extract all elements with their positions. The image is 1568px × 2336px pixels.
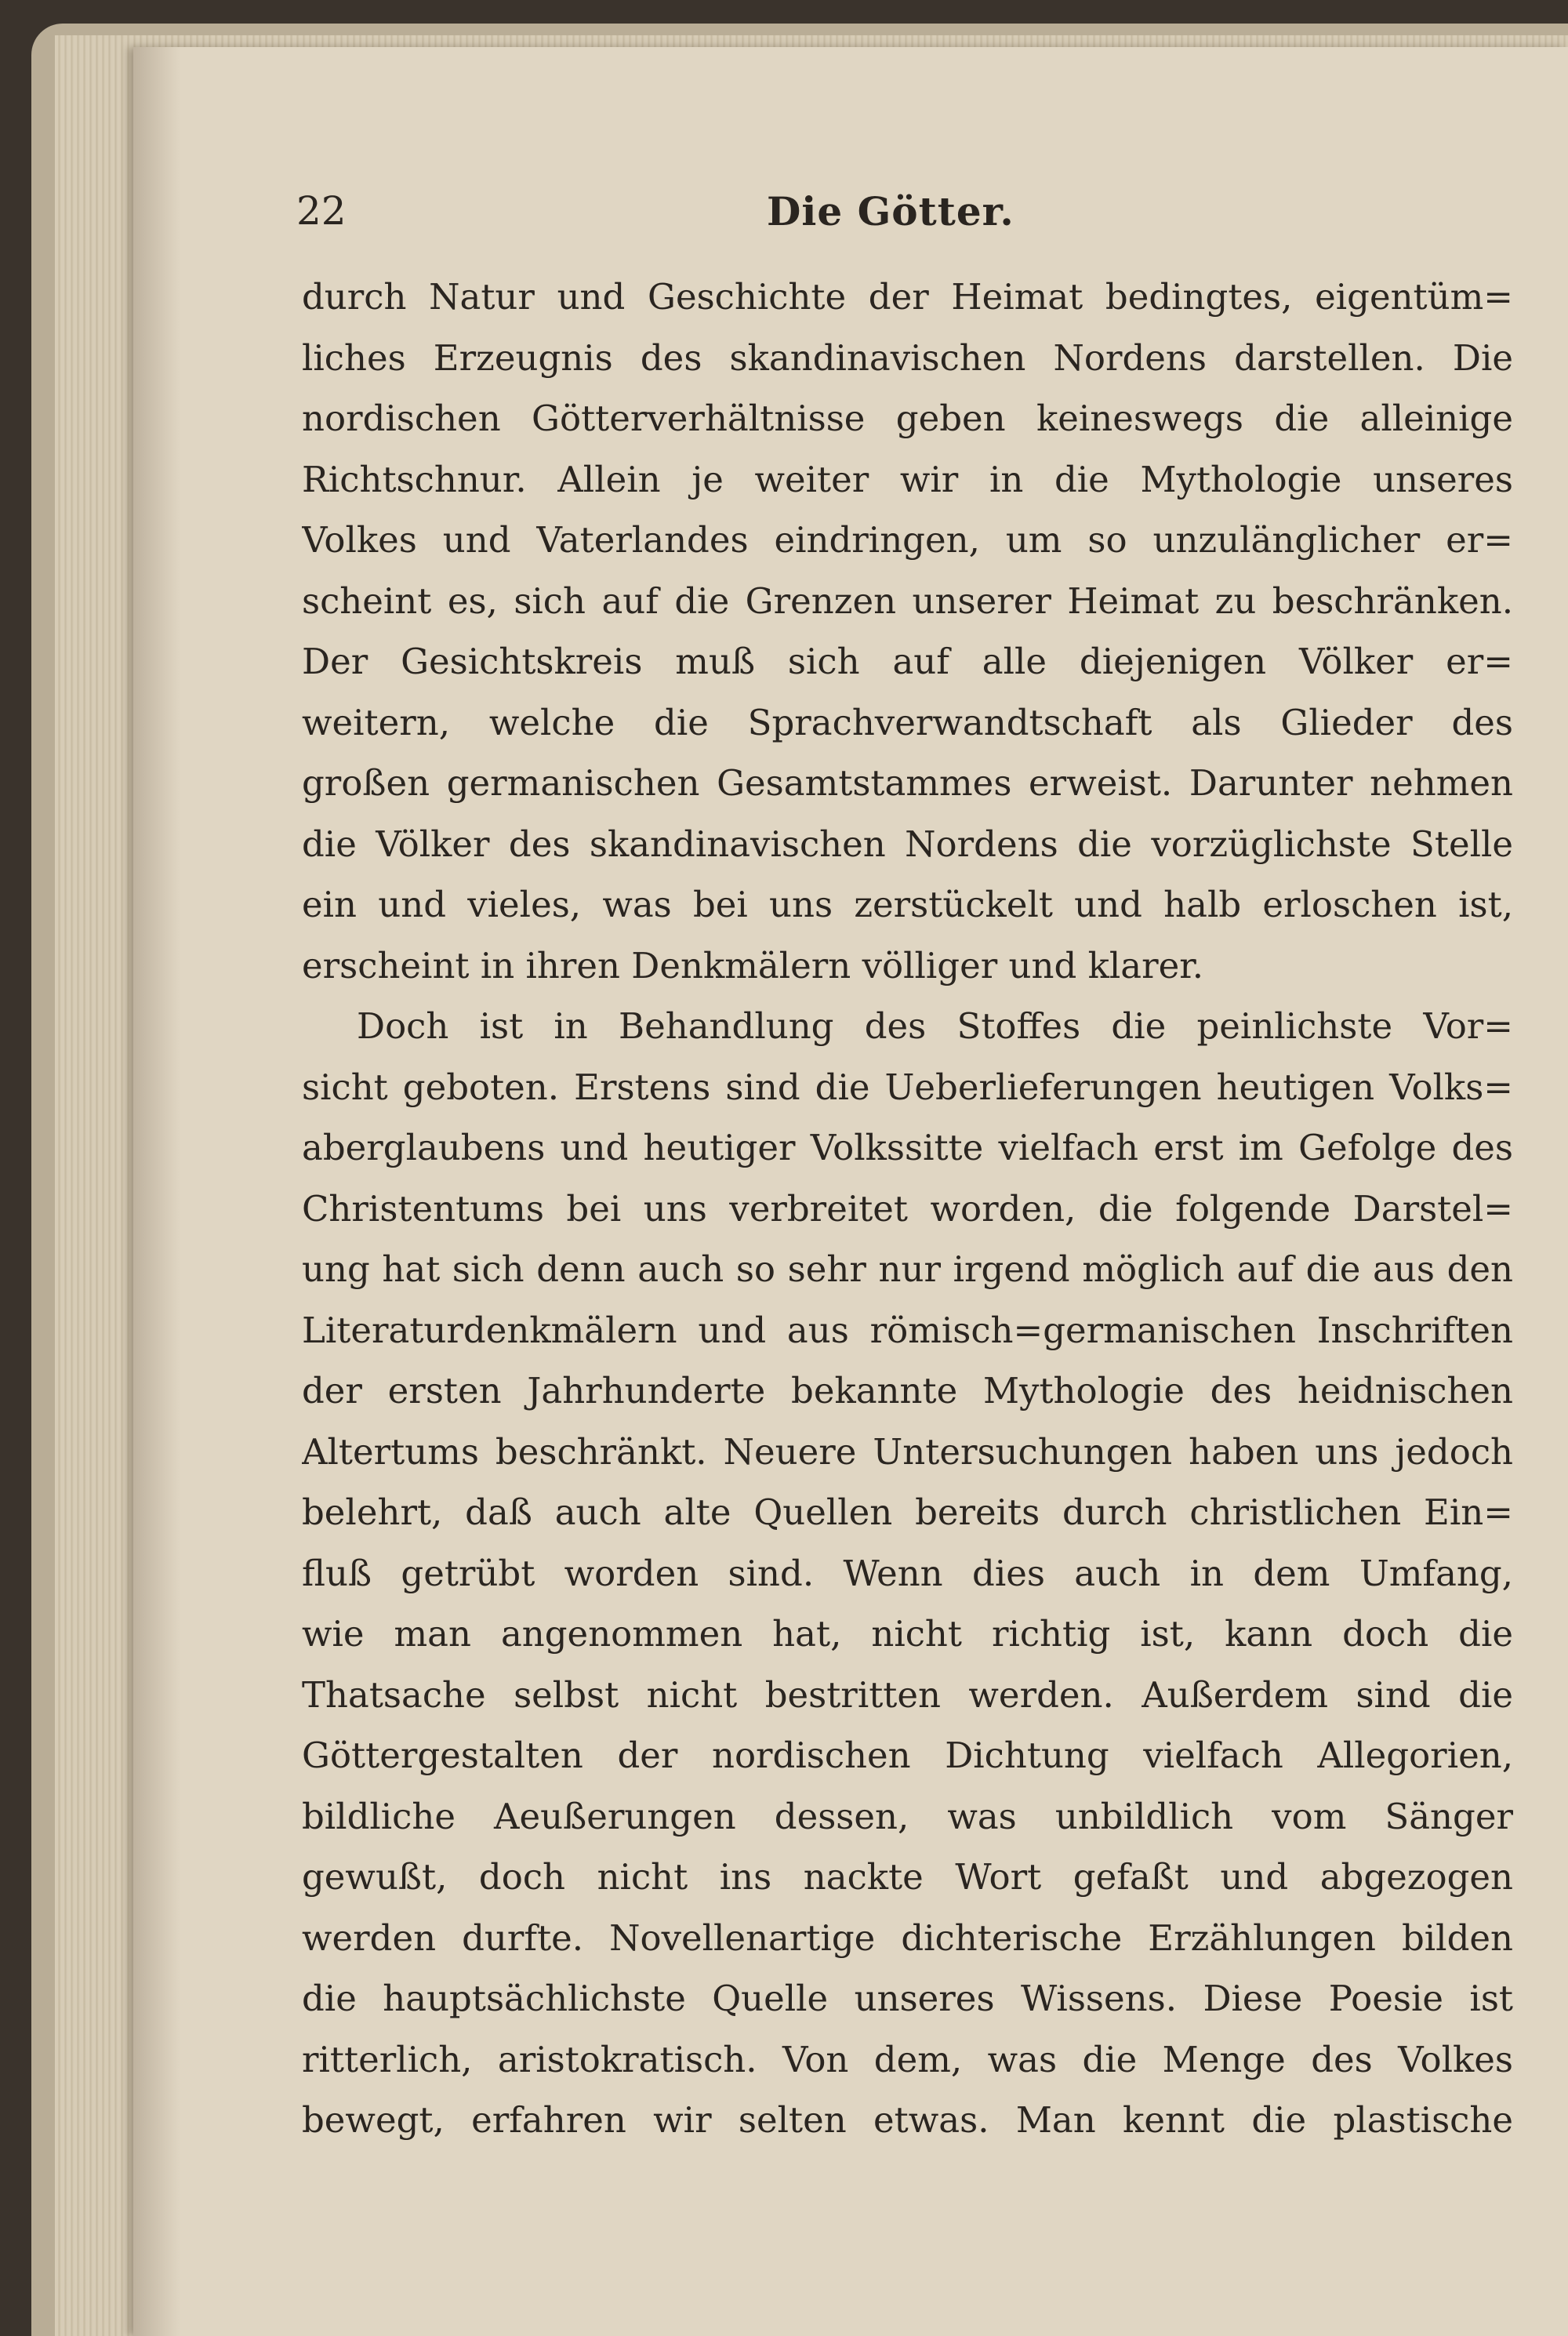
text-line: Christentums bei uns verbreitet worden, die folgende Darstel= [302, 1187, 1513, 1230]
text-line: Göttergestalten der nordischen Dichtung vielfach Allegorien, [302, 1735, 1513, 1776]
text-line: bildliche Aeußerungen dessen, was unbildlich vom Sänger [302, 1795, 1513, 1837]
text-line: weitern, welche die Sprachverwandtschaft als Glieder des [302, 701, 1513, 743]
text-line: Altertums beschränkt. Neuere Untersuchungen haben uns jedoch [302, 1430, 1513, 1473]
text-line: Volkes und Vaterlandes eindringen, um so unzulänglicher er= [302, 519, 1513, 561]
text-line: ung hat sich denn auch so sehr nur irgend möglich auf die aus den [302, 1248, 1513, 1290]
text-line: großen germanischen Gesamtstammes erweist. Darunter nehmen [302, 762, 1513, 804]
spine-shadow [133, 47, 180, 2336]
text-line: aberglaubens und heutiger Volkssitte vielfach erst im Gefolge des [302, 1127, 1513, 1168]
text-line: Der Gesichtskreis muß sich auf alle diejenigen Völker er= [302, 641, 1513, 682]
text-line: die Völker des skandinavischen Nordens die vorzüglichste Stelle [302, 823, 1513, 865]
text-line: sicht geboten. Erstens sind die Ueberlieferungen heutigen Volks= [302, 1066, 1513, 1108]
text-line: ritterlich, aristokratisch. Von dem, was die Menge des Volkes [302, 2038, 1513, 2080]
text-line: die hauptsächlichste Quelle unseres Wissens. Diese Poesie ist [302, 1978, 1513, 2019]
running-head: Die Götter. [767, 188, 1014, 234]
page-number: 22 [296, 188, 347, 234]
text-line: Richtschnur. Allein je weiter wir in die Mythologie unseres [302, 458, 1513, 500]
text-line: erscheint in ihren Denkmälern völliger und klarer. [302, 944, 1204, 986]
text-line: Literaturdenkmälern und aus römisch=germanischen Inschriften [302, 1309, 1513, 1351]
text-line: Thatsache selbst nicht bestritten werden. Außerdem sind die [302, 1673, 1513, 1716]
text-line: belehrt, daß auch alte Quellen bereits durch christlichen Ein= [302, 1491, 1513, 1533]
text-line: werden durfte. Novellenartige dichterische Erzählungen bilden [302, 1916, 1513, 1959]
text-line: gewußt, doch nicht ins nackte Wort gefaßt und abgezogen [302, 1856, 1513, 1898]
text-line: Doch ist in Behandlung des Stoffes die peinlichste Vor= [357, 1005, 1513, 1047]
text-line: scheint es, sich auf die Grenzen unserer Heimat zu beschränken. [302, 579, 1513, 622]
text-line: durch Natur und Geschichte der Heimat bedingtes, eigentüm= [302, 276, 1513, 318]
text-line: liches Erzeugnis des skandinavischen Nordens darstellen. Die [302, 336, 1513, 379]
text-line: fluß getrübt worden sind. Wenn dies auch in dem Umfang, [302, 1552, 1513, 1594]
text-line: ein und vieles, was bei uns zerstückelt und halb erloschen ist, [302, 884, 1513, 925]
text-line: wie man angenommen hat, nicht richtig ist, kann doch die [302, 1613, 1513, 1655]
text-line: bewegt, erfahren wir selten etwas. Man kennt die plastische [302, 2099, 1513, 2141]
body-text [302, 267, 1513, 2151]
text-line: der ersten Jahrhunderte bekannte Mythologie des heidnischen [302, 1370, 1513, 1411]
text-line: nordischen Götterverhältnisse geben keineswegs die alleinige [302, 398, 1513, 439]
page-header [296, 188, 1512, 251]
